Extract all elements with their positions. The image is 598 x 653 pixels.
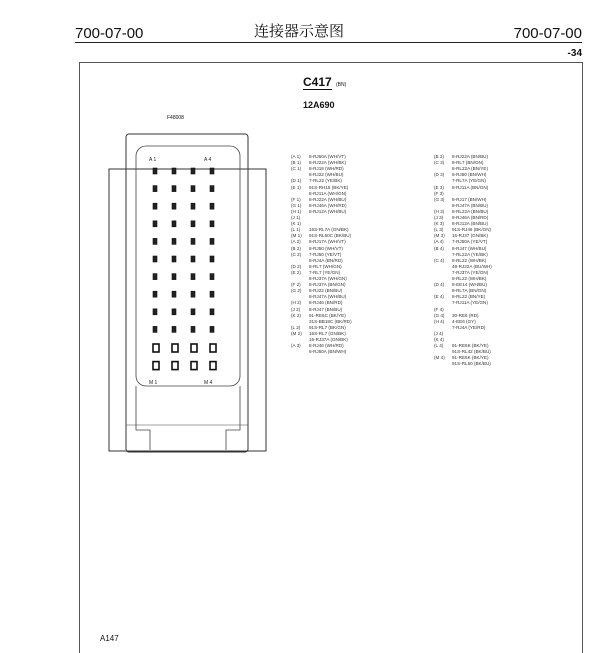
wire-code: 8-RJ47 (BN/BU) — [309, 306, 343, 312]
pin-cell — [210, 203, 214, 209]
pin-cell — [210, 168, 214, 174]
wire-code: 15S-RL7 (GN/BK) — [309, 330, 346, 336]
pin-position: (G 4) — [434, 312, 445, 318]
pin-cell — [153, 362, 159, 370]
wire-code: 8-RJ50A (BN/WH) — [309, 349, 347, 355]
pin-cell — [153, 309, 157, 315]
pin-position: (L 3) — [434, 227, 444, 233]
latch-right — [226, 386, 240, 450]
wire-code: 8-RJ50A (WH/VT) — [309, 154, 346, 159]
pin-cell — [172, 186, 176, 192]
wire-code: 8-RJ37A (WH/GN) — [309, 276, 347, 281]
pin-cell — [191, 344, 197, 352]
pin-position: (E 1) — [291, 184, 301, 190]
pin-position: (K 3) — [434, 221, 444, 227]
wire-code: 15S-RL7A (GN/BK) — [309, 227, 349, 233]
pin-position: (A 3) — [291, 343, 301, 349]
wire-code: 8-RJ22A (WH/BK) — [309, 160, 347, 166]
wire-code: 8-RJ17 (BN/WH) — [452, 196, 487, 202]
wire-code: 7-RJ50 (YE/VT) — [309, 251, 342, 257]
pin-position: (C 4) — [434, 257, 445, 263]
pin-cell — [172, 326, 176, 332]
pin-position: (L 1) — [291, 227, 301, 233]
pin-cell — [191, 168, 195, 174]
wire-code: 91-RE6K (BK/YE) — [452, 343, 489, 349]
wire-code: 91S-RL50 (BK/BU) — [452, 361, 491, 367]
pin-cell — [172, 309, 176, 315]
pin-cell — [191, 256, 195, 262]
wire-code: 8-RL7A (BN/GN) — [452, 288, 487, 294]
wire-code: 91S-RL7 (BK/GN) — [309, 324, 346, 330]
pin-position: (A 4) — [434, 239, 444, 245]
wire-code: 7-RL22A (YE/BK) — [452, 251, 488, 257]
wire-code: 7-RJ37A (YE/GN) — [452, 269, 489, 275]
pin-position: (K 4) — [434, 337, 444, 342]
pin-cell — [153, 203, 157, 209]
pin-position: (C 3) — [434, 160, 445, 166]
wire-code: 7-RJ50A (YE/VT) — [452, 239, 488, 245]
pin-position: (J 1) — [291, 215, 301, 220]
wire-code: 8-RL7 (BN/GN) — [452, 160, 484, 166]
wire-code: 8-RJ47A (WH/BU) — [309, 294, 347, 300]
section-number-left: 700-07-00 — [75, 25, 144, 42]
wire-code: 7-RL22 (YE/BK) — [309, 178, 342, 184]
pin-label-a4: A 4 — [204, 157, 212, 163]
wire-code: 8-RJ47A (BN/BU) — [452, 202, 488, 208]
pin-position: (J 3) — [434, 215, 444, 220]
wire-code: 7-RJ11A (YE/GN) — [452, 300, 488, 306]
wire-code: 8-RJ50 (BN/WH) — [452, 172, 487, 178]
wire-code: 8-RJ47 (WH/BU) — [452, 245, 487, 251]
latch-left — [136, 386, 150, 450]
pin-position: (G 3) — [434, 196, 445, 202]
wire-code: 8-EE14 (WH/BU) — [452, 282, 487, 288]
wire-code: 49-RJ22A (BU/WH) — [452, 263, 492, 269]
wire-code: 30-RE6 (RD) — [452, 312, 479, 318]
pin-cell — [153, 256, 157, 262]
pin-position: (L 2) — [291, 324, 301, 330]
wire-code: 8-RL7 (WH/GN) — [309, 263, 342, 269]
wire-code: 31S-BB18C (BK/RD) — [309, 318, 352, 324]
pin-position: (K 2) — [291, 312, 301, 318]
pin-position: (A 1) — [291, 154, 301, 159]
wire-code: 8-RJ12A (BN/BU) — [452, 221, 488, 227]
pin-position: (E 2) — [291, 269, 301, 275]
pin-cell — [210, 362, 216, 370]
wire-code: 91S-RH15 (BK/YE) — [309, 184, 349, 190]
connector-code: F48008 — [167, 115, 184, 121]
pin-cell — [153, 168, 157, 174]
pin-cell — [172, 344, 178, 352]
pin-cell — [191, 186, 195, 192]
pin-position: (F 3) — [434, 190, 444, 196]
pin-cell — [191, 238, 195, 244]
connector-part-number: 12A690 — [303, 100, 335, 110]
housing-outline — [109, 169, 266, 451]
wire-code: 8-RL22 (BN/YE) — [452, 294, 486, 300]
pin-position: (M 1) — [291, 233, 302, 239]
pin-position: (D 2) — [291, 263, 302, 269]
pin-cell — [153, 221, 157, 227]
pin-position: (C 1) — [291, 166, 302, 172]
wire-code: 8-RJ17A (WH/VT) — [309, 239, 346, 245]
pin-label-m1: M 1 — [149, 380, 158, 386]
pin-cell — [172, 238, 176, 244]
wire-code: 7-RL7 (YE/GN) — [309, 269, 341, 275]
pin-cell — [210, 326, 214, 332]
pin-position: (A 2) — [291, 239, 301, 245]
wire-code: 8-RL22A (BN/BU) — [452, 208, 489, 214]
wire-code: 8-RL22 (WH/BK) — [452, 257, 487, 263]
pin-cell — [210, 344, 216, 352]
pin-cell — [191, 326, 195, 332]
wire-code: 91S-RL42 (BK/BU) — [452, 349, 491, 355]
connector-color: (BN) — [336, 82, 347, 88]
page-code: A147 — [100, 634, 119, 643]
pin-position: (H 4) — [434, 318, 445, 324]
wire-code: 8-RJ22 (BN/BU) — [309, 288, 343, 294]
wire-code: 8-RJ46A (BN/RD) — [452, 215, 489, 220]
pin-position: (D 4) — [434, 282, 445, 288]
pin-cell — [153, 274, 157, 280]
connector-body — [126, 134, 248, 452]
pin-cell — [172, 362, 178, 370]
pin-cell — [172, 203, 176, 209]
pin-position: (D 3) — [434, 172, 445, 178]
pin-position: (H 2) — [291, 300, 302, 306]
pin-cell — [153, 344, 159, 352]
wire-code: 8-RJ11A (BN/GN) — [452, 184, 489, 190]
pin-position: (G 2) — [291, 288, 302, 294]
pin-position: (L 4) — [434, 343, 444, 349]
wire-code: 15-RJ37A (GN/BK) — [309, 337, 348, 342]
wire-code: 7-RL7A (YE/GN) — [452, 178, 486, 184]
pin-label-a1: A 1 — [149, 157, 157, 163]
wire-code: 8-RJ50 (WH/VT) — [309, 245, 343, 251]
wire-code: 91-RE6K (BK/YE) — [452, 355, 489, 361]
pin-position: (F 1) — [291, 196, 301, 202]
pin-position: (E 4) — [434, 294, 444, 300]
wire-code: 8-RJ4A (BN/RD) — [309, 257, 343, 263]
pin-position: (C 2) — [291, 251, 302, 257]
pin-position: (G 1) — [291, 202, 302, 208]
wire-code: 8-RL22A (BN/YE) — [452, 166, 488, 172]
wire-code: 15-RJ37 (GN/BK) — [452, 233, 488, 239]
wire-code: 91-RE6C (BK/YE) — [309, 312, 346, 318]
wire-code: 8-RJ22A (BN/BU) — [452, 154, 488, 159]
wire-code: 8-RL22 (WH/BK) — [452, 276, 487, 281]
pin-position: (J 4) — [434, 330, 444, 336]
pin-position: (B 4) — [434, 245, 444, 251]
pin-position: (E 3) — [434, 184, 444, 190]
pin-position: (B 1) — [291, 160, 301, 166]
wire-code: 91S-RJ46 (BK/GN) — [452, 227, 492, 233]
pin-position: (F 2) — [291, 282, 301, 288]
wire-code: 4-EE6 (GY) — [452, 318, 476, 324]
pin-cell — [172, 274, 176, 280]
wire-code: 91S-RL50C (BK/BU) — [309, 233, 352, 239]
pin-cell — [191, 362, 197, 370]
pin-cell — [210, 256, 214, 262]
pin-label-m4: M 4 — [204, 380, 213, 386]
pin-cell — [191, 203, 195, 209]
pin-cell — [172, 168, 176, 174]
wire-code: 8-RJ37A (BN/GN) — [309, 282, 346, 288]
page-number: -34 — [567, 48, 582, 59]
pin-position: (B 2) — [291, 245, 301, 251]
pin-cell — [191, 221, 195, 227]
wire-code: 8-RJ46 (BN/RD) — [309, 300, 343, 306]
pin-cavity — [136, 146, 240, 386]
wire-code: 7-RJ4A (YE/RD) — [452, 324, 486, 330]
pin-position: (H 1) — [291, 208, 302, 214]
wire-code: 8-RJ46 (WH/RD) — [309, 343, 344, 349]
pin-cell — [210, 186, 214, 192]
connector-id: C417 — [303, 75, 332, 89]
pin-cell — [210, 221, 214, 227]
wire-code: 8-RJ22A (WH/BU) — [309, 196, 347, 202]
pin-cell — [153, 238, 157, 244]
pin-cell — [191, 274, 195, 280]
pin-position: (K 1) — [291, 221, 301, 227]
wire-code: 8-RJ11A (WH/GN) — [309, 190, 347, 196]
pin-position: (H 3) — [434, 208, 445, 214]
pin-position: (M 3) — [434, 233, 445, 239]
pin-grid — [153, 168, 216, 370]
pin-cell — [172, 221, 176, 227]
section-number-right: 700-07-00 — [513, 25, 582, 42]
pin-position: (F 4) — [434, 306, 444, 312]
pin-position: (B 3) — [434, 154, 444, 159]
wire-code: 8-RJ12A (WH/BU) — [309, 208, 347, 214]
pin-cell — [210, 238, 214, 244]
pin-cell — [172, 256, 176, 262]
pin-cell — [191, 309, 195, 315]
pin-cell — [210, 274, 214, 280]
pin-cell — [172, 291, 176, 297]
pin-cell — [210, 309, 214, 315]
pin-position: (M 2) — [291, 330, 302, 336]
pin-cell — [153, 186, 157, 192]
pin-cell — [153, 326, 157, 332]
wire-code: 8-RJ22 (WH/BU) — [309, 172, 344, 178]
pin-cell — [210, 291, 214, 297]
page-title: 连接器示意图 — [253, 22, 344, 40]
wire-code: 8-RJ46A (WH/RD) — [309, 202, 347, 208]
pin-position: (D 1) — [291, 178, 302, 184]
pin-cell — [153, 291, 157, 297]
pin-position: (M 4) — [434, 355, 445, 361]
wire-code: 8-RJ18 (WH/RD) — [309, 166, 344, 172]
pin-cell — [191, 291, 195, 297]
pin-position: (J 2) — [291, 306, 301, 312]
